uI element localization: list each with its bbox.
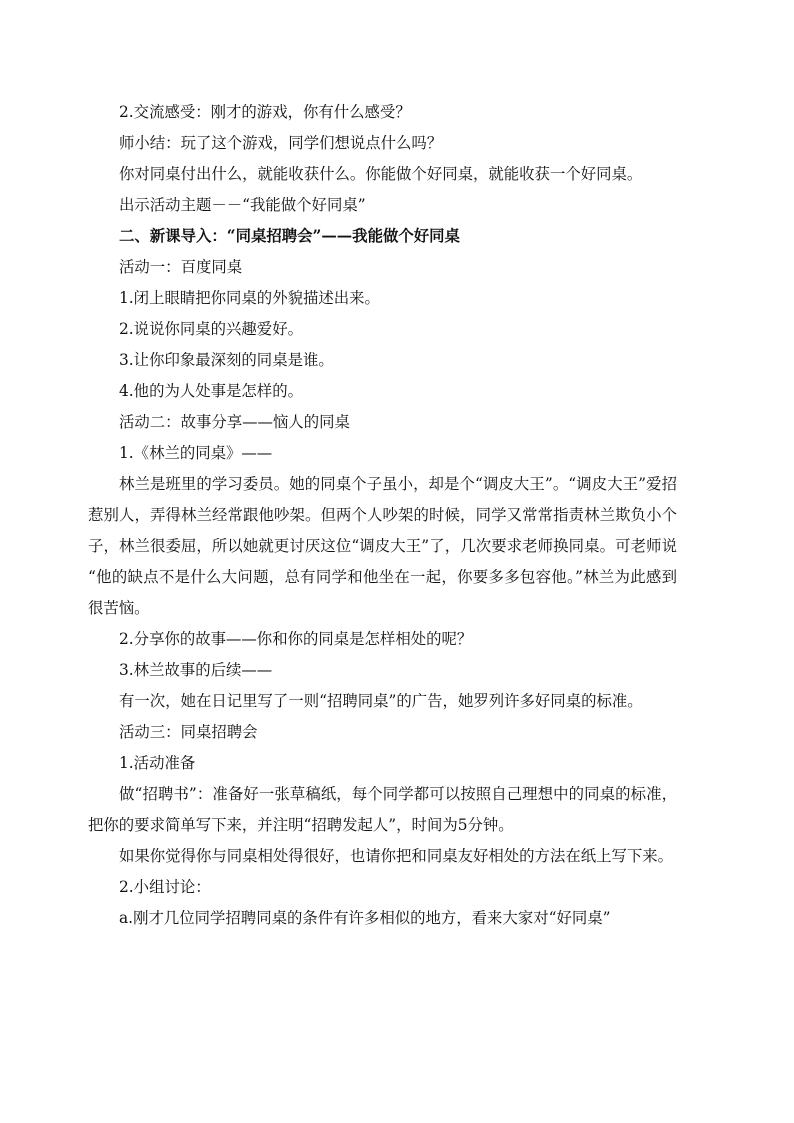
prep-title: 1.活动准备 [119,754,196,772]
section-heading-new-lesson: 二、新课导入：“同桌招聘会”——我能做个好同桌 [119,227,460,245]
activity1-item-4: 4.他的为人处事是怎样的。 [119,382,303,400]
activity2-title: 活动二：故事分享——恼人的同桌 [119,413,350,431]
share-story-line: 2.分享你的故事——你和你的同桌是怎样相处的呢？ [119,630,473,648]
activity1-item-1: 1.闭上眼睛把你同桌的外貌描述出来。 [119,289,380,307]
prep-paragraph: 做“招聘书”：准备好一张草稿纸，每个同学都可以按照自己理想中的同桌的标准，把你的要求简单写下来，并注明“招聘发起人”，时间为5分钟。 [88,785,677,834]
story-sequel-line: 3.林兰故事的后续—— [119,661,273,679]
line-give-receive: 你对同桌付出什么，就能收获什么。你能做个好同桌，就能收获一个好同桌。 [119,165,643,183]
sequel-paragraph: 有一次，她在日记里写了一则“招聘同桌”的广告，她罗列许多好同桌的标准。 [119,692,643,710]
discussion-line-a: a.刚才几位同学招聘同桌的条件有许多相似的地方，看来大家对“好同桌” [119,909,611,927]
activity1-item-3: 3.让你印象最深刻的同桌是谁。 [119,351,334,369]
line-activity-theme: 出示活动主题－－“我能做个好同桌” [119,196,366,214]
activity1-title: 活动一：百度同桌 [119,258,243,276]
tips-paragraph: 如果你觉得你与同桌相处得很好，也请你把和同桌友好相处的方法在纸上写下来。 [119,847,674,865]
story-paragraph: 林兰是班里的学习委员。她的同桌个子虽小，却是个“调皮大王”。“调皮大王”爱招惹别人，弄得林兰经常跟他吵架。但两个人吵架的时候，同学又常常指责林兰欺负小个子，林兰很委屈，所以她就更讨厌这位“调皮大王”了，几次要求老师换同桌。可老师说 “他的缺点不是什么大问题，总有同学和他坐在一起，你要多多包容他。”林兰为此感到很苦恼。 [88,475,677,617]
document-body [88,97,677,934]
line-teacher-summary: 师小结：玩了这个游戏，同学们想说点什么吗？ [119,134,443,152]
story-title: 1.《林兰的同桌》—— [119,444,273,462]
line-share-feelings: 2.交流感受：刚才的游戏，你有什么感受？ [119,103,411,121]
activity1-item-2: 2.说说你同桌的兴趣爱好。 [119,320,303,338]
activity3-title: 活动三：同桌招聘会 [119,723,258,741]
discussion-title: 2.小组讨论： [119,878,211,896]
